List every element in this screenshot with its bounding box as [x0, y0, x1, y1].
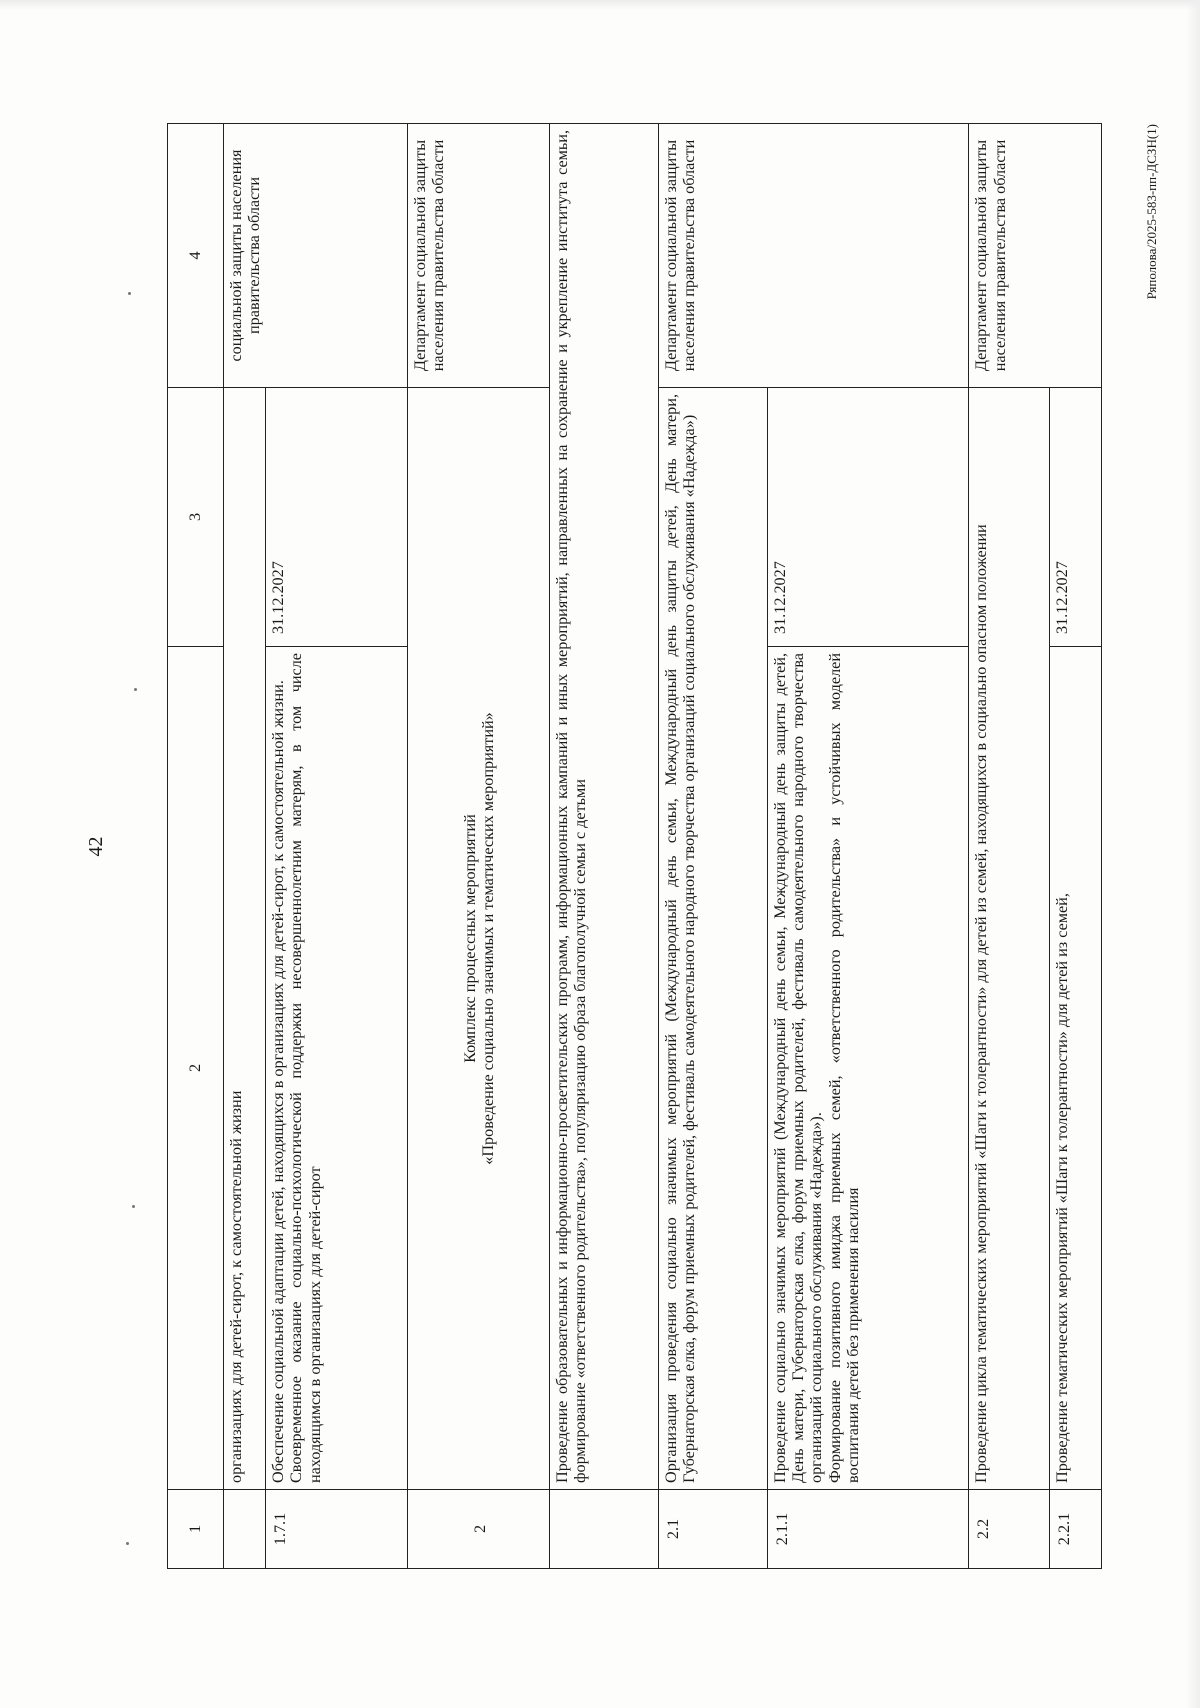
header-col-4: 4: [168, 124, 224, 388]
deadline-cell: 31.12.2027: [266, 388, 408, 647]
deadline-cell: 31.12.2027: [768, 388, 969, 647]
row-text-cell: организациях для детей-сирот, к самостоятельной жизни: [223, 388, 266, 1490]
table-row: [408, 124, 550, 1569]
row-number-cell: 2.1.1: [768, 1490, 969, 1569]
row-text-cell: [768, 647, 969, 1490]
scan-speck: [134, 688, 137, 691]
row-number-cell: 2.1: [659, 1490, 768, 1569]
measures-table: [167, 123, 1102, 1569]
header-col-1: 1: [168, 1490, 224, 1569]
row-number-cell: [550, 1490, 659, 1569]
row-number-cell: 2: [408, 1490, 550, 1569]
row-number-cell: [223, 1490, 266, 1569]
row-text-part: Своевременное оказание социально-психологической поддержки несовершеннолетним матерям, в том числе находящимся в организациях для детей-сирот: [287, 653, 324, 1483]
task-text-cell: Проведение образовательных и информационно-просветительских программ, информационных кампаний и иных мероприятий, направленных на сохранение и укрепление института семьи, формирование «ответственного родительства», популяризацию образа благополучной семьи с детьми: [550, 124, 659, 1490]
section-title-line: Комплекс процессных мероприятий: [460, 814, 479, 1063]
row-number-cell: 1.7.1: [266, 1490, 408, 1569]
section-title-line: «Проведение социально значимых и тематических мероприятий»: [478, 712, 497, 1165]
responsible-cell: Департамент социальной защиты населения правительства области: [408, 124, 550, 388]
row-text-cell: [266, 647, 408, 1490]
row-text-cell: Проведение тематических мероприятий «Шаги к толерантности» для детей из семей,: [1049, 647, 1101, 1490]
header-col-3: 3: [168, 388, 224, 647]
table-header-row: [168, 124, 224, 1569]
document-code: Ряполова/2025-583-пп-ДСЗН(1): [1144, 124, 1159, 300]
scan-speck: [126, 1542, 129, 1545]
row-number-cell: 2.2.1: [1049, 1490, 1101, 1569]
scan-edge-right: [1186, 0, 1200, 1708]
responsible-cell: социальной защиты населения правительства области: [223, 124, 408, 388]
section-title-cell: [408, 388, 550, 1490]
table-row: [659, 124, 768, 1569]
row-number-cell: 2.2: [969, 1490, 1049, 1569]
rotated-landscape-content: [85, 124, 1159, 1569]
row-text-cell: Организация проведения социально значимых мероприятий (Международный день семьи, Международный день защиты детей, День матери, Губернаторская елка, форум приемных родителей, фестиваль самодеятельного народного творчества организаций социального обслуживания «Надежда»): [659, 388, 768, 1490]
table-row: [223, 124, 266, 1569]
page-number: 42: [85, 836, 107, 857]
deadline-cell: 31.12.2027: [1049, 388, 1101, 647]
responsible-cell: Департамент социальной защиты населения правительства области: [659, 124, 969, 388]
table-row: [550, 124, 659, 1569]
row-text-part: Формирование позитивного имиджа приемных семей, «ответственного родительства» и устойчивых моделей воспитания детей без применения насилия: [825, 653, 862, 1483]
row-text-cell: Проведение цикла тематических мероприятий «Шаги к толерантности» для детей из семей, находящихся в социально опасном положении: [969, 388, 1049, 1490]
responsible-cell: Департамент социальной защиты населения правительства области: [969, 124, 1102, 388]
scan-speck: [128, 292, 131, 295]
scan-speck: [132, 1205, 135, 1208]
table-row: [969, 124, 1049, 1569]
row-text-part: Обеспечение социальной адаптации детей, находящихся в организациях для детей-сирот, к самостоятельной жизни.: [269, 680, 288, 1483]
row-text-part: Проведение социально значимых мероприятий (Международный день семьи, Международный день защиты детей, День матери, Губернаторская елка, форум приемных родителей, фестиваль самодеятельного народного творчества организаций социального обслуживания «Надежда»).: [771, 653, 826, 1483]
scan-edge-top: [0, 0, 1200, 10]
header-col-2: 2: [168, 647, 224, 1490]
